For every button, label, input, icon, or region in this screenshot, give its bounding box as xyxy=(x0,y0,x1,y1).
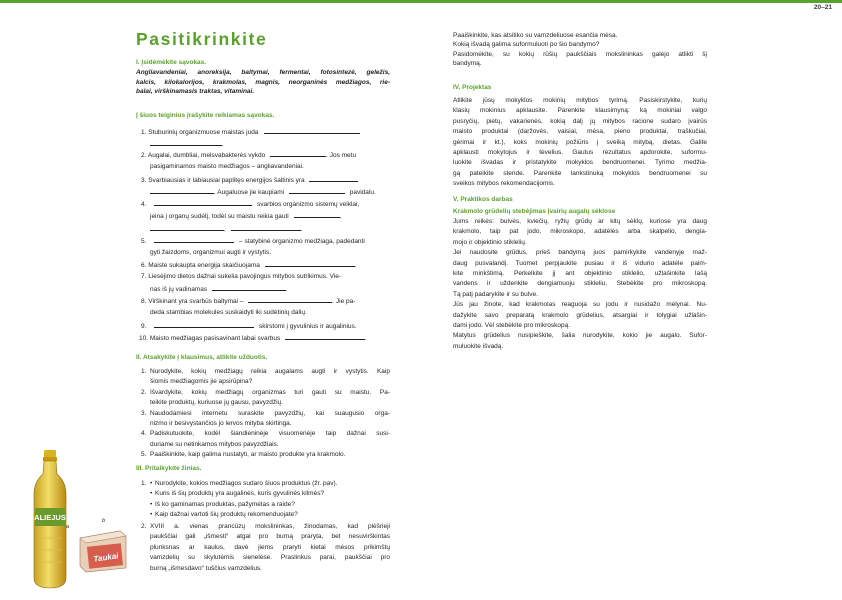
text-line: kite minkštimą. Perkelkite jį ant objektinio stiklelio, užlašinkite lašą xyxy=(453,270,707,277)
question-line: nizmo ir besivystančios jo lervos mityba skirtinga. xyxy=(150,420,292,427)
text-line: burną „išmesdavo“ tuščius vamzdelius. xyxy=(150,564,262,572)
text-line: sveikos mitybos rekomendacijomis. xyxy=(453,180,555,188)
lard-pack-image xyxy=(76,528,128,573)
question-line: duriame su netinkamos mitybos pavyzdžiais. xyxy=(150,440,279,448)
text-line: mojo ir objektinio stiklelių. xyxy=(453,238,527,246)
page-number: 20–21 xyxy=(813,4,832,11)
item-number: 3. xyxy=(141,409,147,417)
exercise-text: pavidalu. xyxy=(349,189,376,196)
answer-blank[interactable] xyxy=(212,284,286,291)
exercise-text: . Jie pa- xyxy=(332,298,356,305)
question-line: šiomis medžiagomis jie apsirūpina? xyxy=(150,378,253,386)
question-line: Padiskutuokite, kodėl šiandieninėje visuomenėje taip dažnai susi- xyxy=(150,430,390,438)
exercise-text: 10. Maisto medžiagas pasisavinant labai svarbus xyxy=(139,335,281,342)
question-line: teikite produktų, kuriuose jų gausu, pavyzdžių. xyxy=(150,399,283,407)
text-line: Matytus grūdelius nusipieškite, šalia nurodykite, kokio jie augalo. Sufor- xyxy=(453,332,707,340)
answer-blank[interactable] xyxy=(231,224,301,231)
exercise-7 xyxy=(136,272,390,281)
bullet-icon: • xyxy=(150,511,153,519)
bullet-text: Kaip dažnai vartoti šių produktų rekomenduojate? xyxy=(155,511,298,519)
exercise-3-cont xyxy=(136,187,404,197)
pack-label-text: Taukai xyxy=(92,551,119,564)
section-3-heading: III. Pritaikykite žinias. xyxy=(136,465,202,472)
exercise-8-cont xyxy=(136,308,404,317)
exercise-2-cont xyxy=(136,162,404,171)
text-line: vamzdelių su skylutėmis sienelėse. Praslinkus parai, paukščiai pro xyxy=(150,554,390,562)
question-line: Išvardykite, kokių medžiagų organizmas turi gauti su maistu. Pa- xyxy=(150,388,390,396)
exercise-text: 3. Svarbiausias ir labiausiai paplitęs energijos šaltinis yra xyxy=(141,177,305,184)
exercise-text: 8. Virškinant yra svarbūs baltymai – xyxy=(141,298,244,305)
exercise-4-cont xyxy=(136,224,404,234)
exercise-10 xyxy=(136,333,390,343)
text-line: plunksnas ar kaulus, davė jiems praryti kietai mėsos prikimštų xyxy=(150,543,390,551)
answer-blank[interactable] xyxy=(154,321,254,328)
exercise-6 xyxy=(136,260,390,270)
bullet-item xyxy=(150,479,337,488)
oil-bottle-image xyxy=(30,450,70,590)
figure-label-b: b xyxy=(102,518,106,524)
exercise-text: . xyxy=(365,335,367,342)
text-line: Tą patį padarykite ir su bulve. xyxy=(453,290,538,298)
section-4-heading: IV. Projektas xyxy=(453,84,492,91)
answer-blank[interactable] xyxy=(285,333,365,340)
answer-blank[interactable] xyxy=(264,127,360,134)
section-5-heading: V. Praktikos darbas xyxy=(453,196,513,203)
exercise-5-cont xyxy=(136,248,404,257)
answer-blank[interactable] xyxy=(150,139,222,146)
text-line: klasių mokinius apklausite. Parenkite klausimyną: ką mokiniai valgo xyxy=(453,107,707,115)
exercise-text: 5. xyxy=(141,238,147,245)
page-title: Pasitikrinkite xyxy=(136,29,268,49)
bullet-item xyxy=(150,500,295,509)
section-2-heading: II. Atsakykite į klausimus, atlikite užduotis. xyxy=(136,354,268,361)
item-number: 5. xyxy=(141,451,147,459)
bullet-item xyxy=(150,510,298,519)
answer-blank[interactable] xyxy=(309,175,358,182)
practical-subheading: Krakmolo grūdelių stebėjimas įvairių augalų sėklose xyxy=(453,208,616,215)
exercise-9 xyxy=(136,321,390,331)
text-line: Jūs jau žinote, kad krakmolas reaguoja su jodu ir nusidažo mėlynai. Nu- xyxy=(453,301,707,309)
text-line: gėrimai ir kt.), koks mokinių požiūris į sveiką mitybą, dietas. Galite xyxy=(453,138,707,146)
oil-bottle-icon xyxy=(30,450,70,590)
exercise-text: , xyxy=(224,226,226,233)
text-line: luokite išvadas ir pristatykite mokyklos bendruomenei. Tyrimo medžia- xyxy=(453,159,707,167)
exercise-4 xyxy=(136,199,390,209)
exercise-8 xyxy=(136,296,390,306)
text-line: dami jodo. Vėl stebėkite pro mikroskopą. xyxy=(453,322,571,329)
question-line: Nurodykite, kokių medžiagų reikia augalams augti ir vystytis. Kaip xyxy=(150,368,390,375)
answer-blank[interactable] xyxy=(289,187,345,194)
text-line: gą pateikite stende. Parenkite lankstinuką mokyklos bendruomenei su xyxy=(453,169,707,177)
bullet-icon: • xyxy=(150,480,153,487)
exercise-text: – statybinė organizmo medžiaga, padedanti xyxy=(239,238,365,245)
exercise-text: 7. Liesėjimo dietos dažnai sukelia pavojingus mitybos sutrikimus. Vie- xyxy=(141,273,342,280)
text-line: bandymą. xyxy=(453,60,482,68)
bullet-text: Kuris iš šių produktų yra augalinės, kuris gyvulinės kilmės? xyxy=(155,490,325,498)
exercise-text: . xyxy=(300,226,303,233)
text-line: krakmolo, taip pat jodo, mikroskopo, adatėlės arba skalpelio, dengia- xyxy=(453,228,707,236)
exercise-text: pasigaminamos maisto medžiagos – angliavandeniai. xyxy=(150,163,304,170)
text-line: paukščiai gali „išmesti“ atgal pro burną praryta, bet nesuvirškintas xyxy=(150,533,390,541)
exercise-text: svarbios organizmo sistemų veiklai, xyxy=(257,201,360,208)
exercise-text: 4. xyxy=(141,201,147,208)
item-number: 4. xyxy=(141,430,147,438)
answer-blank[interactable] xyxy=(265,260,355,267)
exercise-text: . Jos metu xyxy=(326,152,357,159)
exercise-text: . Augaluose jie kaupiami xyxy=(214,189,285,196)
question-line: Naudodamiesi internetu suraskite pavyzdžių, kai suaugusio orga- xyxy=(150,409,390,417)
bullet-item xyxy=(150,489,324,498)
answer-blank[interactable] xyxy=(154,236,234,243)
text-line: dažykite savo preparatą krakmolo grūdelius, atsargiai ir tolygiai užlašin- xyxy=(453,311,707,319)
exercise-text: jeina į organų sudėtį, todėl su maistu reikia gauti xyxy=(150,213,289,220)
exercise-text: . xyxy=(285,286,288,293)
figure-label-a: a xyxy=(66,524,70,530)
text-line: Jums reikės: bulvės, kviečių, ryžių grūdų ar kitų sėklų, kuriose yra daug xyxy=(453,218,707,225)
terms-line: balai, virškinamasis traktas, vitaminai. xyxy=(136,88,255,95)
exercise-2 xyxy=(136,150,390,160)
exercise-text: 2. Augalai, dumbliai, melsvabakterės vykdo xyxy=(141,152,266,159)
text-line: Atlikite jūsų mokyklos mokinių mitybos tyrimą. Pasiskirstykite, kurių xyxy=(453,97,707,104)
text-line: XVIII a. vienas prancūzų mokslininkas, žinodamas, kad plėšrieji xyxy=(150,523,390,530)
text-line: Paaiškinkite, kas atsitiko su vamzdeliuose esančia mėsa. xyxy=(453,32,618,39)
exercise-text: , xyxy=(339,213,342,220)
bullet-text: Nurodykite, kokios medžiagos sudaro šiuos produktus (žr. pav). xyxy=(155,480,338,487)
terms-line: kalcis, kilokalorijos, krakmolas, magnis, neorganinės medžiagos, rie- xyxy=(136,78,390,86)
answer-blank[interactable] xyxy=(294,211,340,218)
item-number: 2. xyxy=(141,388,147,396)
answer-blank[interactable] xyxy=(248,296,332,303)
answer-blank[interactable] xyxy=(154,199,252,206)
question-line: Paaiškinkite, kaip galima nustatyti, ar maisto produkte yra krakmolo. xyxy=(150,451,346,459)
text-line: vandens ir uždenkite dengiamuoju stikleliu. Stebėkite pro mikroskopą. xyxy=(453,280,707,288)
text-line: daug pusvalandį. Tuomet perpjaukite pusiau ir iš vidurio adatėle paim- xyxy=(453,259,707,267)
exercise-1-cont: . xyxy=(136,139,404,149)
text-line: Jei naudosite grūdus, prieš bandymą juos pamirkykite vandenyje maž- xyxy=(453,249,707,257)
answer-blank[interactable] xyxy=(270,150,326,157)
section-1-heading: I. Įsidėmėkite sąvokas. xyxy=(136,59,207,66)
item-number: 1. xyxy=(141,480,147,487)
answer-blank[interactable] xyxy=(150,187,214,194)
bottle-label-text: ALIEJUS xyxy=(34,513,66,522)
text-line: Pasidomėkite, su kokių rūšių paukščiais mokslininkas galėjo atlikti šį xyxy=(453,50,707,58)
exercise-text: deda stambias molekules suskaidyti iki sudėtinių dalių. xyxy=(150,309,307,316)
text-line: muluokite išvadą. xyxy=(453,342,504,350)
exercise-text: . xyxy=(354,262,357,269)
exercise-7-cont xyxy=(136,284,404,294)
text-line: apklausti mokytojus ir tėvelius. Gautus rezultatus apdorokite, suformu- xyxy=(453,149,707,156)
text-line: pusryčių, pietų, vakarienės, kokią dalį jų mitybos racione sudaro įvairūs xyxy=(453,117,707,125)
exercise-text: gyti žaizdoms, organizmui augti ir vystytis. xyxy=(150,249,272,256)
exercise-1 xyxy=(136,127,390,137)
lard-pack-icon xyxy=(76,528,128,573)
exercise-text: 9. xyxy=(141,323,147,330)
fill-in-heading: Į šiuos teiginius įrašykite reikiamas sąvokas. xyxy=(136,112,275,119)
exercise-4-cont xyxy=(136,211,404,221)
exercise-text: nas iš jų vadinamas xyxy=(150,286,208,293)
exercise-3 xyxy=(136,175,390,185)
bullet-icon: • xyxy=(150,490,153,498)
exercise-text: skirstomi į gyvulinius ir augalinius. xyxy=(259,323,357,330)
bullet-icon: • xyxy=(150,500,153,508)
exercise-text: 6. Maiste sukaupta energija skaičiuojama xyxy=(141,262,260,269)
bullet-text: Iš ko gaminamas produktas, pažymėtas a raide? xyxy=(155,500,295,508)
text-line: Kokią išvadą galima suformuluoti po šio bandymo? xyxy=(453,41,600,49)
item-number: 2. xyxy=(141,523,147,530)
exercise-text: 1. Stuburinių organizmuose maistas juda xyxy=(141,129,259,136)
terms-line: Angliavandeniai, anoreksija, baltymai, fermentai, fotosintezė, geležis, xyxy=(136,69,390,76)
top-accent-bar xyxy=(0,0,842,3)
text-line: maisto produktai (daržovės, vaisiai, mėsa, pieno produktai, traškučiai, xyxy=(453,128,707,136)
item-number: 1. xyxy=(141,368,147,375)
answer-blank[interactable] xyxy=(150,224,224,231)
exercise-5 xyxy=(136,236,390,246)
